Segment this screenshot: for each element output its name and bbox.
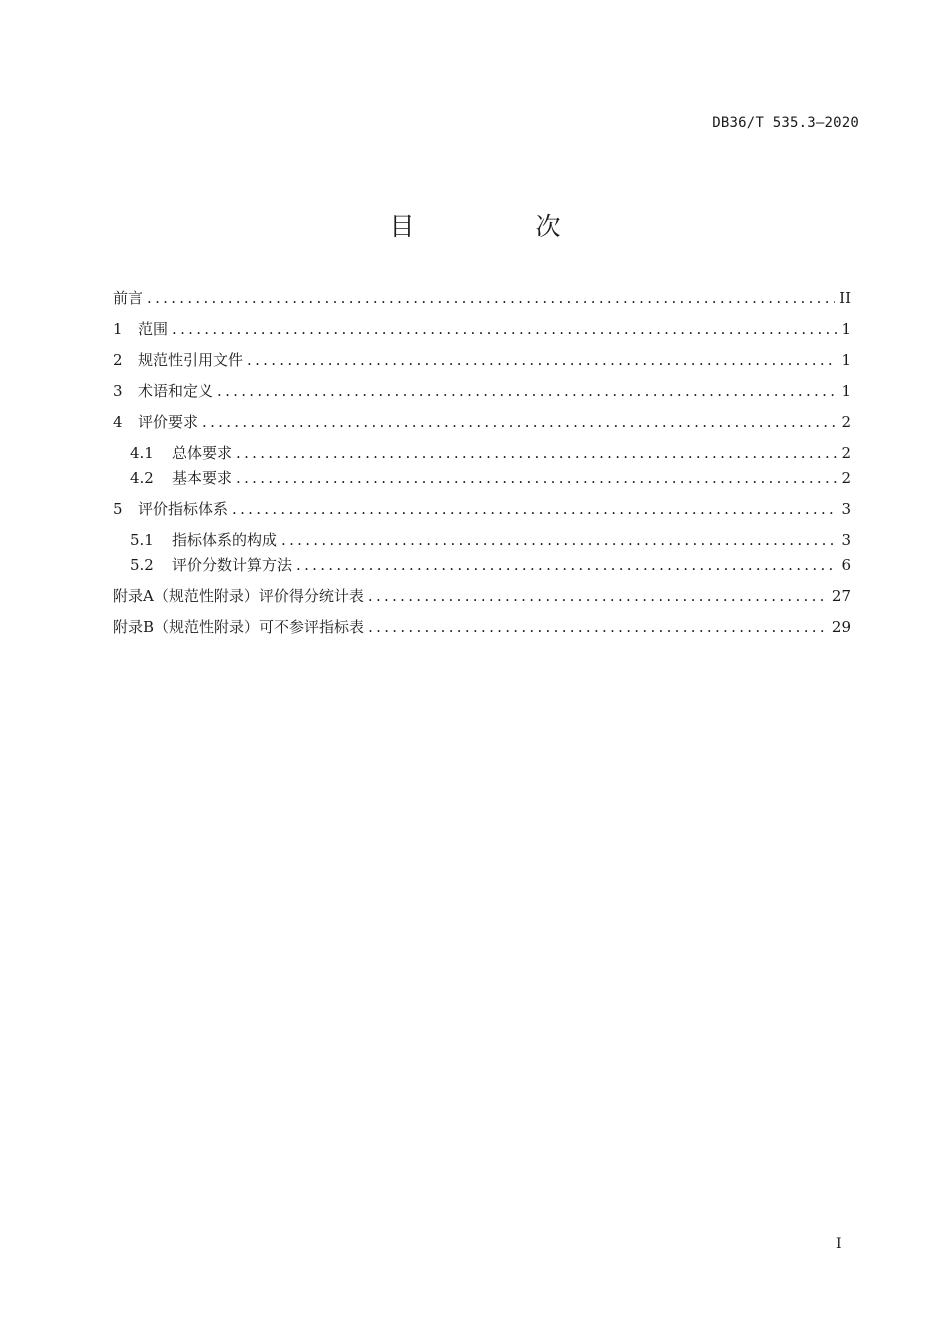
toc-entry-label: 指标体系的构成 <box>172 531 278 549</box>
toc-entry-label: 规范性引用文件 <box>138 351 244 369</box>
toc-entry-number: 2 <box>113 351 123 369</box>
toc-entry-page: 1 <box>841 382 851 400</box>
page-number: I <box>836 1236 842 1252</box>
toc-entry-appendix-a[interactable] <box>113 586 851 606</box>
toc-entry-label: 基本要求 <box>172 469 233 487</box>
toc-entry-label: 评价指标体系 <box>138 500 229 518</box>
toc-entry-label: 范围 <box>138 320 169 338</box>
toc-entry-label: 术语和定义 <box>138 382 214 400</box>
toc-entry-number: 4 <box>113 413 123 431</box>
toc-entry-page: II <box>839 289 851 307</box>
leader-dots <box>202 412 837 432</box>
toc-entry-page: 2 <box>841 444 851 462</box>
leader-dots <box>247 350 837 370</box>
toc-entry-system-composition[interactable] <box>130 530 851 550</box>
leader-dots <box>368 586 828 606</box>
leader-dots <box>147 288 835 308</box>
leader-dots <box>236 468 837 488</box>
toc-entry-evaluation-requirements[interactable] <box>113 412 851 432</box>
toc-entry-page: 6 <box>841 556 851 574</box>
leader-dots <box>296 555 837 575</box>
toc-entry-general-requirements[interactable] <box>130 443 851 463</box>
toc-entry-kind: （规范性附录） <box>153 587 259 605</box>
toc-entry-number: 4.2 <box>130 469 154 487</box>
toc-entry-page: 1 <box>841 320 851 338</box>
toc-entry-page: 2 <box>841 469 851 487</box>
toc-entry-label: 总体要求 <box>172 444 233 462</box>
leader-dots <box>232 499 837 519</box>
toc-entry-score-calculation[interactable] <box>130 555 851 575</box>
leader-dots <box>236 443 837 463</box>
toc-entry-label: 评价分数计算方法 <box>172 556 293 574</box>
toc-entry-number: 5 <box>113 500 123 518</box>
toc-entry-number: 4.1 <box>130 444 154 462</box>
toc-entry-label: 评价要求 <box>138 413 199 431</box>
toc-entry-foreword[interactable] <box>113 288 851 308</box>
toc-entry-scope[interactable] <box>113 319 851 339</box>
toc-entry-basic-requirements[interactable] <box>130 468 851 488</box>
toc-entry-number: 5.1 <box>130 531 154 549</box>
leader-dots <box>217 381 837 401</box>
toc-entry-number: 1 <box>113 320 123 338</box>
toc-entry-number: 附录B <box>113 618 155 636</box>
toc-entry-page: 2 <box>841 413 851 431</box>
toc-entry-page: 3 <box>841 531 851 549</box>
toc-entry-label: 前言 <box>113 289 144 307</box>
toc-entry-page: 1 <box>841 351 851 369</box>
leader-dots <box>368 617 828 637</box>
toc-entry-label: 可不参评指标表 <box>259 618 365 636</box>
toc-entry-page: 3 <box>841 500 851 518</box>
toc-entry-number: 5.2 <box>130 556 154 574</box>
toc-entry-kind: （规范性附录） <box>154 618 260 636</box>
toc-entry-indicator-system[interactable] <box>113 499 851 519</box>
toc-entry-terms-definitions[interactable] <box>113 381 851 401</box>
toc-entry-label: 评价得分统计表 <box>258 587 364 605</box>
leader-dots <box>281 530 837 550</box>
toc-entry-appendix-b[interactable] <box>113 617 851 637</box>
toc-entry-number: 附录A <box>113 587 154 605</box>
toc-entry-normative-references[interactable] <box>113 350 851 370</box>
toc-title: 目 次 <box>389 212 609 241</box>
toc-entry-page: 29 <box>831 618 851 636</box>
leader-dots <box>172 319 837 339</box>
toc-entry-page: 27 <box>831 587 851 605</box>
standard-code: DB36/T 535.3—2020 <box>712 115 859 131</box>
toc-entry-number: 3 <box>113 382 123 400</box>
